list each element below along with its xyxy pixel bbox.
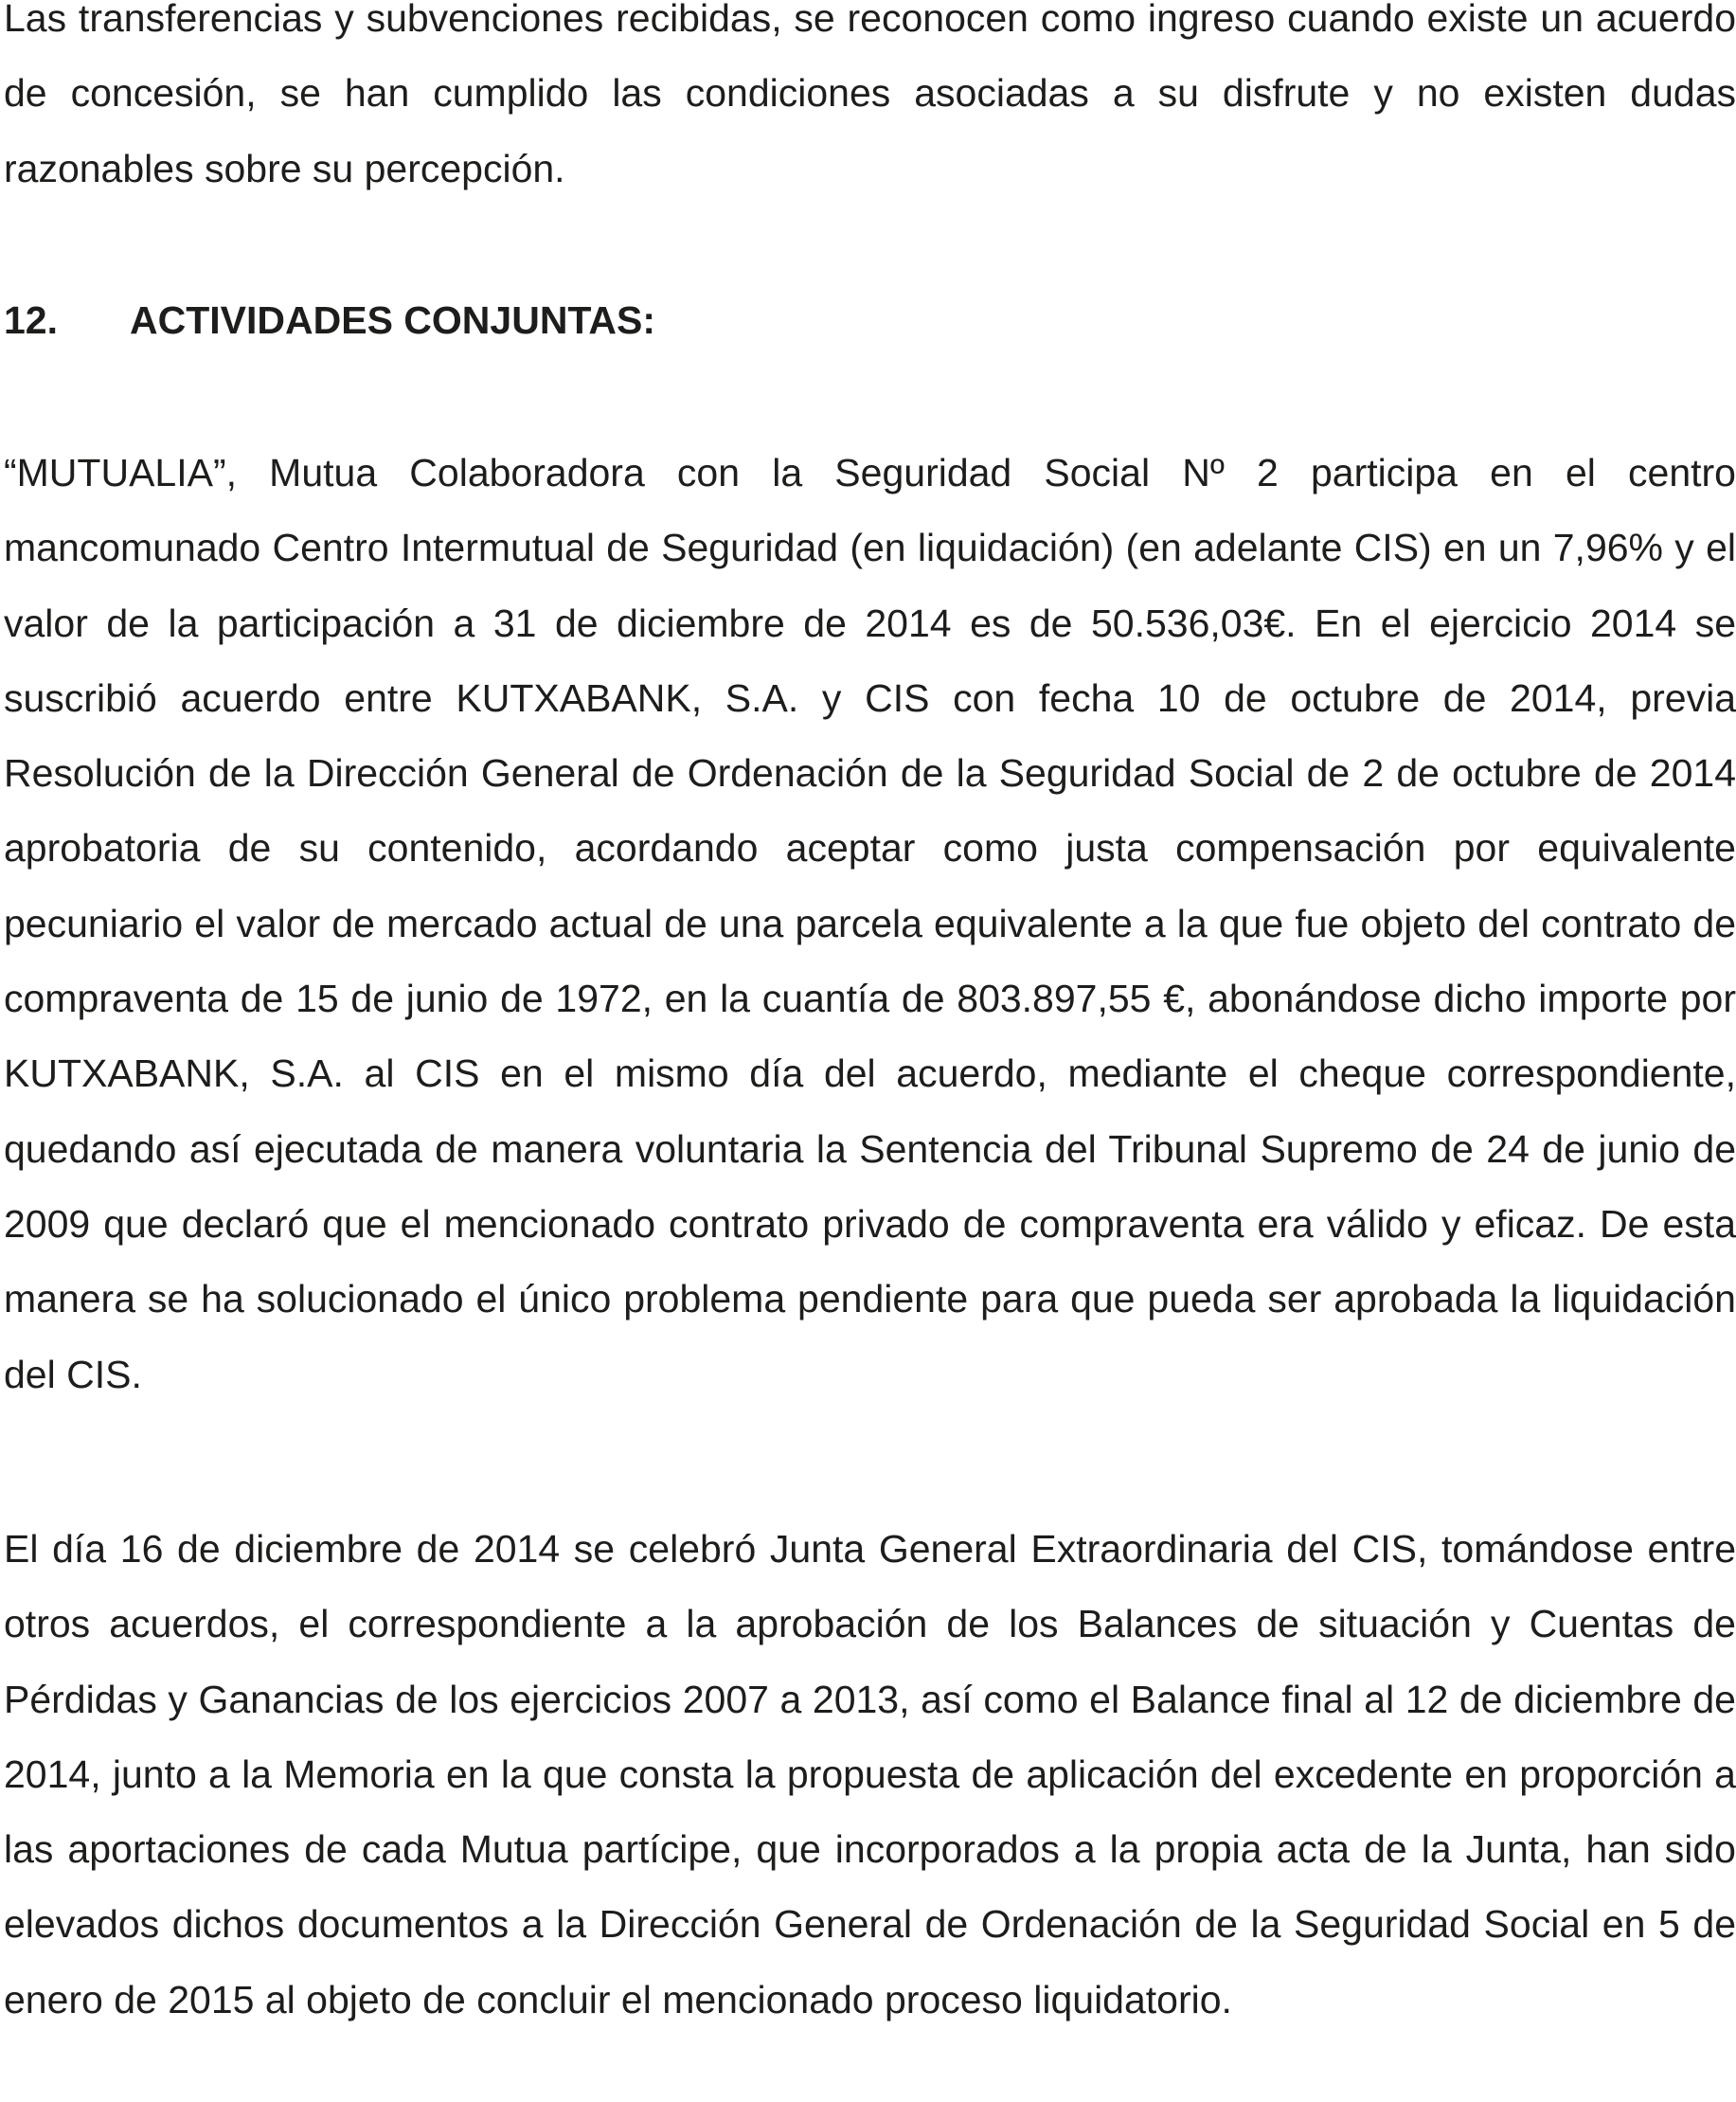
section-title: ACTIVIDADES CONJUNTAS: (130, 298, 656, 342)
section-heading (4, 283, 655, 358)
paragraph-mutualia: “MUTUALIA”, Mutua Colaboradora con la Seguridad Social Nº 2 participa en el centro mancomunado Centro Intermutual de Seguridad (en liquidación) (en adelante CIS) en un 7,96% y el valor de la participación a 31 de diciembre de 2014 es de 50.536,03€. En el ejercicio 2014 se suscribió acuerdo entre KUTXABANK, S.A. y CIS con fecha 10 de octubre de 2014, previa Resolución de la Dirección General de Ordenación de la Seguridad Social de 2 de octubre de 2014 aprobatoria de su contenido, acordando aceptar como justa compensación por equivalente pecuniario el valor de mercado actual de una parcela equivalente a la que fue objeto del contrato de compraventa de 15 de junio de 1972, en la cuantía de 803.897,55 €, abonándose dicho importe por KUTXABANK, S.A. al CIS en el mismo día del acuerdo, mediante el cheque correspondiente, quedando así ejecutada de manera voluntaria la Sentencia del Tribunal Supremo de 24 de junio de 2009 que declaró que el mencionado contrato privado de compraventa era válido y eficaz. De esta manera se ha solucionado el único problema pendiente para que pueda ser aprobada la liquidación del CIS. (4, 451, 1736, 1396)
paragraph-subvenciones: Las transferencias y subvenciones recibidas, se reconocen como ingreso cuando existe un acuerdo de concesión, se han cumplido las condiciones asociadas a su disfrute y no existen dudas razonables sobre su percepción. (4, 0, 1736, 190)
section-number: 12. (4, 298, 58, 342)
paragraph-junta-general: El día 16 de diciembre de 2014 se celebró Junta General Extraordinaria del CIS, tomándose entre otros acuerdos, el correspondiente a la aprobación de los Balances de situación y Cuentas de Pérdidas y Ganancias de los ejercicios 2007 a 2013, así como el Balance final al 12 de diciembre de 2014, junto a la Memoria en la que consta la propuesta de aplicación del excedente en proporción a las aportaciones de cada Mutua partícipe, que incorporados a la propia acta de la Junta, han sido elevados dichos documentos a la Dirección General de Ordenación de la Seguridad Social en 5 de enero de 2015 al objeto de concluir el mencionado proceso liquidatorio. (4, 1527, 1736, 2021)
